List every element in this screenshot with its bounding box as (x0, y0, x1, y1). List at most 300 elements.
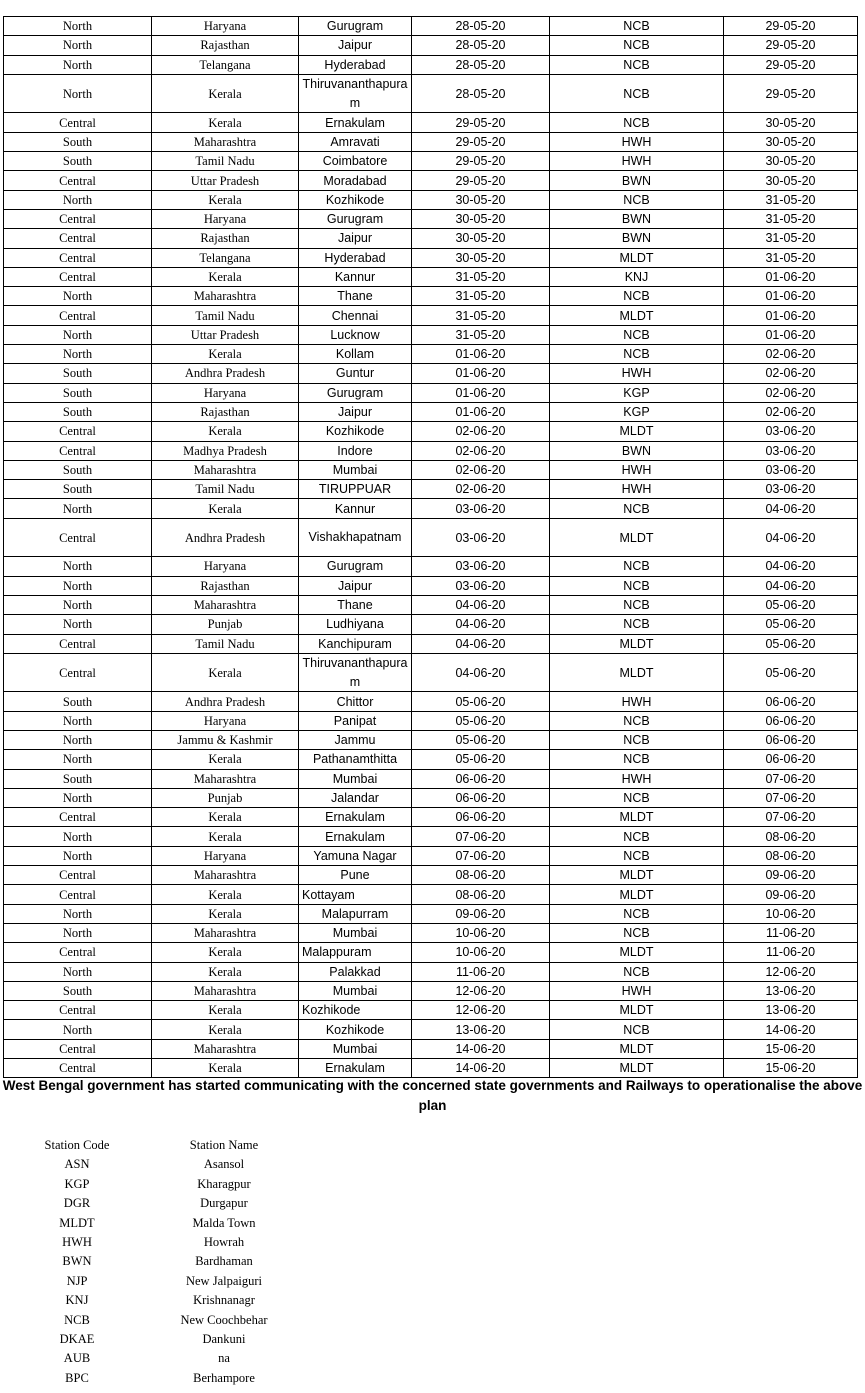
state-cell: Tamil Nadu (152, 306, 299, 325)
destination-cell: Thane (299, 287, 412, 306)
legend-header (22, 1136, 316, 1155)
arrival-date-cell: 31-05-20 (724, 209, 858, 228)
destination-cell: Jammu (299, 730, 412, 749)
schedule-row (4, 885, 858, 904)
zone-cell: North (4, 788, 152, 807)
arrival-date-cell: 06-06-20 (724, 730, 858, 749)
station-code-cell: HWH (550, 769, 724, 788)
departure-date-cell: 02-06-20 (412, 441, 550, 460)
state-cell: Kerala (152, 827, 299, 846)
schedule-row (4, 923, 858, 942)
zone-cell: North (4, 750, 152, 769)
zone-cell: Central (4, 518, 152, 557)
departure-date-cell: 28-05-20 (412, 55, 550, 74)
schedule-row (4, 190, 858, 209)
legend-code-cell: BPC (65, 1370, 89, 1385)
state-cell: Haryana (152, 846, 299, 865)
state-cell: Maharashtra (152, 866, 299, 885)
destination-cell: Thiruvananthapuram (299, 653, 412, 692)
legend-row (22, 1233, 316, 1252)
destination-cell: Malappuram (299, 943, 412, 962)
arrival-date-cell: 29-05-20 (724, 36, 858, 55)
legend-code-cell: NJP (66, 1273, 88, 1288)
departure-date-cell: 01-06-20 (412, 345, 550, 364)
state-cell: Andhra Pradesh (152, 692, 299, 711)
arrival-date-cell: 15-06-20 (724, 1059, 858, 1078)
station-code-cell: NCB (550, 730, 724, 749)
zone-cell: Central (4, 306, 152, 325)
station-code-cell: NCB (550, 557, 724, 576)
destination-cell: Mumbai (299, 1039, 412, 1058)
station-code-cell: MLDT (550, 943, 724, 962)
schedule-row (4, 1001, 858, 1020)
arrival-date-cell: 07-06-20 (724, 808, 858, 827)
arrival-date-cell: 14-06-20 (724, 1020, 858, 1039)
schedule-row (4, 866, 858, 885)
legend-code-cell: MLDT (59, 1215, 95, 1230)
zone-cell: South (4, 132, 152, 151)
station-code-cell: MLDT (550, 808, 724, 827)
zone-cell: North (4, 499, 152, 518)
destination-cell: Kozhikode (299, 1001, 412, 1020)
state-cell: Kerala (152, 943, 299, 962)
state-cell: Maharashtra (152, 923, 299, 942)
zone-cell: Central (4, 653, 152, 692)
station-code-cell: KNJ (550, 267, 724, 286)
schedule-row (4, 248, 858, 267)
arrival-date-cell: 10-06-20 (724, 904, 858, 923)
destination-cell: Kollam (299, 345, 412, 364)
destination-cell: Jalandar (299, 788, 412, 807)
station-name-header: Station Name (189, 1138, 259, 1152)
arrival-date-cell: 03-06-20 (724, 441, 858, 460)
train-schedule-table (3, 16, 858, 1078)
arrival-date-cell: 30-05-20 (724, 132, 858, 151)
destination-cell: Guntur (299, 364, 412, 383)
destination-cell: Mumbai (299, 769, 412, 788)
station-code-cell: BWN (550, 441, 724, 460)
zone-cell: North (4, 923, 152, 942)
station-code-cell: NCB (550, 711, 724, 730)
arrival-date-cell: 01-06-20 (724, 325, 858, 344)
departure-date-cell: 03-06-20 (412, 557, 550, 576)
schedule-row (4, 962, 858, 981)
legend-row (22, 1291, 316, 1310)
station-code-cell: NCB (550, 750, 724, 769)
legend-name-cell: New Coochbehar (180, 1312, 268, 1327)
departure-date-cell: 28-05-20 (412, 17, 550, 36)
arrival-date-cell: 05-06-20 (724, 595, 858, 614)
state-cell: Maharashtra (152, 981, 299, 1000)
schedule-row (4, 653, 858, 692)
departure-date-cell: 29-05-20 (412, 113, 550, 132)
departure-date-cell: 05-06-20 (412, 730, 550, 749)
arrival-date-cell: 03-06-20 (724, 480, 858, 499)
schedule-row (4, 383, 858, 402)
legend-row (22, 1369, 316, 1388)
station-code-cell: HWH (550, 152, 724, 171)
departure-date-cell: 09-06-20 (412, 904, 550, 923)
departure-date-cell: 08-06-20 (412, 885, 550, 904)
state-cell: Uttar Pradesh (152, 325, 299, 344)
zone-cell: North (4, 1020, 152, 1039)
zone-cell: North (4, 36, 152, 55)
arrival-date-cell: 02-06-20 (724, 364, 858, 383)
legend-code-cell: DKAE (59, 1332, 95, 1347)
state-cell: Rajasthan (152, 36, 299, 55)
legend-row (22, 1175, 316, 1194)
state-cell: Kerala (152, 1020, 299, 1039)
arrival-date-cell: 29-05-20 (724, 17, 858, 36)
departure-date-cell: 03-06-20 (412, 518, 550, 557)
station-code-cell: HWH (550, 480, 724, 499)
arrival-date-cell: 30-05-20 (724, 171, 858, 190)
legend-row (22, 1311, 316, 1330)
arrival-date-cell: 09-06-20 (724, 866, 858, 885)
schedule-row (4, 827, 858, 846)
schedule-row (4, 788, 858, 807)
destination-cell: Palakkad (299, 962, 412, 981)
schedule-row (4, 402, 858, 421)
station-code-cell: MLDT (550, 885, 724, 904)
state-cell: Kerala (152, 653, 299, 692)
station-code-cell: MLDT (550, 866, 724, 885)
state-cell: Maharashtra (152, 132, 299, 151)
zone-cell: South (4, 364, 152, 383)
zone-cell: Central (4, 885, 152, 904)
zone-cell: Central (4, 171, 152, 190)
departure-date-cell: 04-06-20 (412, 615, 550, 634)
zone-cell: North (4, 904, 152, 923)
legend-code-cell: AUB (63, 1351, 91, 1366)
arrival-date-cell: 09-06-20 (724, 885, 858, 904)
station-code-cell: NCB (550, 74, 724, 113)
state-cell: Telangana (152, 55, 299, 74)
zone-cell: North (4, 287, 152, 306)
schedule-row (4, 518, 858, 557)
destination-cell: Kozhikode (299, 422, 412, 441)
station-code-cell: MLDT (550, 1039, 724, 1058)
station-code-cell: MLDT (550, 518, 724, 557)
destination-cell: Kozhikode (299, 1020, 412, 1039)
legend-code-cell: DGR (63, 1196, 91, 1211)
departure-date-cell: 06-06-20 (412, 788, 550, 807)
legend-row (22, 1349, 316, 1368)
zone-cell: South (4, 402, 152, 421)
station-code-cell: BWN (550, 209, 724, 228)
destination-cell: Ernakulam (299, 808, 412, 827)
destination-cell: Ludhiyana (299, 615, 412, 634)
destination-cell: Mumbai (299, 923, 412, 942)
legend-name-cell: Durgapur (200, 1196, 248, 1211)
schedule-row (4, 904, 858, 923)
destination-cell: Gurugram (299, 17, 412, 36)
state-cell: Rajasthan (152, 576, 299, 595)
departure-date-cell: 11-06-20 (412, 962, 550, 981)
station-code-cell: NCB (550, 923, 724, 942)
station-code-cell: KGP (550, 383, 724, 402)
destination-cell: Lucknow (299, 325, 412, 344)
station-code-cell: MLDT (550, 422, 724, 441)
state-cell: Kerala (152, 190, 299, 209)
departure-date-cell: 31-05-20 (412, 267, 550, 286)
destination-cell: Jaipur (299, 402, 412, 421)
state-cell: Kerala (152, 267, 299, 286)
station-code-cell: BWN (550, 171, 724, 190)
arrival-date-cell: 11-06-20 (724, 923, 858, 942)
legend-name-cell: Krishnanagr (193, 1293, 255, 1308)
schedule-row (4, 846, 858, 865)
destination-cell: Chennai (299, 306, 412, 325)
destination-cell: Vishakhapatnam (299, 518, 412, 557)
station-code-cell: NCB (550, 190, 724, 209)
schedule-row (4, 36, 858, 55)
schedule-row (4, 499, 858, 518)
arrival-date-cell: 31-05-20 (724, 248, 858, 267)
state-cell: Kerala (152, 1001, 299, 1020)
station-code-cell: NCB (550, 576, 724, 595)
state-cell: Kerala (152, 962, 299, 981)
destination-cell: Coimbatore (299, 152, 412, 171)
arrival-date-cell: 15-06-20 (724, 1039, 858, 1058)
station-code-cell: NCB (550, 55, 724, 74)
legend-body (22, 1136, 316, 1388)
departure-date-cell: 14-06-20 (412, 1059, 550, 1078)
destination-cell: Gurugram (299, 209, 412, 228)
schedule-row (4, 17, 858, 36)
schedule-row (4, 576, 858, 595)
arrival-date-cell: 31-05-20 (724, 229, 858, 248)
departure-date-cell: 01-06-20 (412, 383, 550, 402)
schedule-row (4, 74, 858, 113)
state-cell: Kerala (152, 422, 299, 441)
schedule-row (4, 711, 858, 730)
legend-name-cell: Dankuni (202, 1332, 246, 1347)
departure-date-cell: 13-06-20 (412, 1020, 550, 1039)
departure-date-cell: 28-05-20 (412, 36, 550, 55)
schedule-row (4, 1020, 858, 1039)
legend-name-cell: Howrah (203, 1235, 245, 1250)
arrival-date-cell: 02-06-20 (724, 345, 858, 364)
arrival-date-cell: 08-06-20 (724, 827, 858, 846)
station-code-cell: NCB (550, 325, 724, 344)
state-cell: Kerala (152, 808, 299, 827)
schedule-row (4, 808, 858, 827)
state-cell: Tamil Nadu (152, 480, 299, 499)
zone-cell: South (4, 383, 152, 402)
station-code-cell: NCB (550, 499, 724, 518)
state-cell: Kerala (152, 345, 299, 364)
departure-date-cell: 31-05-20 (412, 287, 550, 306)
station-code-cell: NCB (550, 788, 724, 807)
station-code-header: Station Code (44, 1138, 110, 1152)
legend-name-cell: Berhampore (193, 1370, 255, 1385)
legend-code-cell: KGP (64, 1176, 90, 1191)
destination-cell: Amravati (299, 132, 412, 151)
departure-date-cell: 01-06-20 (412, 402, 550, 421)
station-code-cell: NCB (550, 36, 724, 55)
state-cell: Uttar Pradesh (152, 171, 299, 190)
zone-cell: Central (4, 866, 152, 885)
legend-row (22, 1194, 316, 1213)
state-cell: Maharashtra (152, 595, 299, 614)
arrival-date-cell: 04-06-20 (724, 518, 858, 557)
arrival-date-cell: 13-06-20 (724, 981, 858, 1000)
schedule-row (4, 595, 858, 614)
destination-cell: Pathanamthitta (299, 750, 412, 769)
destination-cell: TIRUPPUAR (299, 480, 412, 499)
destination-cell: Gurugram (299, 557, 412, 576)
departure-date-cell: 05-06-20 (412, 750, 550, 769)
state-cell: Kerala (152, 1059, 299, 1078)
departure-date-cell: 12-06-20 (412, 981, 550, 1000)
station-code-cell: HWH (550, 132, 724, 151)
arrival-date-cell: 01-06-20 (724, 287, 858, 306)
schedule-row (4, 229, 858, 248)
zone-cell: Central (4, 248, 152, 267)
station-code-cell: NCB (550, 113, 724, 132)
legend-name-cell: Malda Town (192, 1215, 256, 1230)
arrival-date-cell: 02-06-20 (724, 383, 858, 402)
zone-cell: Central (4, 1039, 152, 1058)
arrival-date-cell: 03-06-20 (724, 460, 858, 479)
zone-cell: Central (4, 1059, 152, 1078)
arrival-date-cell: 06-06-20 (724, 750, 858, 769)
schedule-row (4, 287, 858, 306)
destination-cell: Jaipur (299, 229, 412, 248)
legend-row (22, 1252, 316, 1271)
arrival-date-cell: 07-06-20 (724, 769, 858, 788)
state-cell: Kerala (152, 750, 299, 769)
zone-cell: South (4, 769, 152, 788)
legend-code-cell: KNJ (65, 1293, 89, 1308)
arrival-date-cell: 11-06-20 (724, 943, 858, 962)
schedule-row (4, 943, 858, 962)
departure-date-cell: 01-06-20 (412, 364, 550, 383)
station-code-cell: NCB (550, 1020, 724, 1039)
station-code-cell: HWH (550, 364, 724, 383)
legend-row (22, 1330, 316, 1349)
destination-cell: Kozhikode (299, 190, 412, 209)
state-cell: Haryana (152, 711, 299, 730)
zone-cell: Central (4, 441, 152, 460)
station-code-cell: NCB (550, 904, 724, 923)
arrival-date-cell: 05-06-20 (724, 615, 858, 634)
arrival-date-cell: 02-06-20 (724, 402, 858, 421)
destination-cell: Hyderabad (299, 248, 412, 267)
arrival-date-cell: 13-06-20 (724, 1001, 858, 1020)
station-code-cell: NCB (550, 962, 724, 981)
station-code-cell: NCB (550, 595, 724, 614)
arrival-date-cell: 08-06-20 (724, 846, 858, 865)
departure-date-cell: 04-06-20 (412, 653, 550, 692)
schedule-row (4, 730, 858, 749)
departure-date-cell: 02-06-20 (412, 422, 550, 441)
destination-cell: Ernakulam (299, 1059, 412, 1078)
zone-cell: North (4, 325, 152, 344)
arrival-date-cell: 07-06-20 (724, 788, 858, 807)
state-cell: Haryana (152, 383, 299, 402)
arrival-date-cell: 05-06-20 (724, 634, 858, 653)
station-code-cell: MLDT (550, 306, 724, 325)
station-code-cell: NCB (550, 287, 724, 306)
schedule-row (4, 132, 858, 151)
destination-cell: Thiruvananthapuram (299, 74, 412, 113)
schedule-row (4, 769, 858, 788)
arrival-date-cell: 04-06-20 (724, 499, 858, 518)
announcement-note: West Bengal government has started communicating with the concerned state governments and Railways to operationalise the above plan (2, 1078, 863, 1113)
schedule-row (4, 441, 858, 460)
state-cell: Maharashtra (152, 287, 299, 306)
state-cell: Telangana (152, 248, 299, 267)
legend-row (22, 1155, 316, 1174)
schedule-body (4, 17, 858, 1078)
departure-date-cell: 31-05-20 (412, 325, 550, 344)
schedule-row (4, 364, 858, 383)
arrival-date-cell: 06-06-20 (724, 711, 858, 730)
zone-cell: Central (4, 209, 152, 228)
departure-date-cell: 30-05-20 (412, 190, 550, 209)
zone-cell: North (4, 615, 152, 634)
departure-date-cell: 02-06-20 (412, 480, 550, 499)
zone-cell: Central (4, 267, 152, 286)
arrival-date-cell: 04-06-20 (724, 557, 858, 576)
arrival-date-cell: 31-05-20 (724, 190, 858, 209)
legend-name-cell: Bardhaman (195, 1254, 253, 1269)
schedule-row (4, 1059, 858, 1078)
destination-cell: Kottayam (299, 885, 412, 904)
zone-cell: Central (4, 634, 152, 653)
destination-cell: Chittor (299, 692, 412, 711)
station-code-cell: NCB (550, 17, 724, 36)
departure-date-cell: 31-05-20 (412, 306, 550, 325)
zone-cell: South (4, 460, 152, 479)
zone-cell: Central (4, 1001, 152, 1020)
station-code-cell: HWH (550, 692, 724, 711)
arrival-date-cell: 03-06-20 (724, 422, 858, 441)
destination-cell: Kannur (299, 499, 412, 518)
state-cell: Andhra Pradesh (152, 518, 299, 557)
legend-name-cell: New Jalpaiguri (185, 1273, 263, 1288)
legend-row (22, 1214, 316, 1233)
state-cell: Rajasthan (152, 229, 299, 248)
zone-cell: Central (4, 113, 152, 132)
state-cell: Andhra Pradesh (152, 364, 299, 383)
state-cell: Kerala (152, 885, 299, 904)
schedule-row (4, 306, 858, 325)
state-cell: Tamil Nadu (152, 152, 299, 171)
zone-cell: North (4, 576, 152, 595)
destination-cell: Thane (299, 595, 412, 614)
zone-cell: North (4, 711, 152, 730)
zone-cell: Central (4, 943, 152, 962)
state-cell: Kerala (152, 113, 299, 132)
departure-date-cell: 10-06-20 (412, 923, 550, 942)
departure-date-cell: 05-06-20 (412, 692, 550, 711)
state-cell: Maharashtra (152, 460, 299, 479)
destination-cell: Kanchipuram (299, 634, 412, 653)
destination-cell: Pune (299, 866, 412, 885)
state-cell: Haryana (152, 209, 299, 228)
schedule-row (4, 634, 858, 653)
arrival-date-cell: 04-06-20 (724, 576, 858, 595)
departure-date-cell: 12-06-20 (412, 1001, 550, 1020)
destination-cell: Jaipur (299, 36, 412, 55)
destination-cell: Ernakulam (299, 827, 412, 846)
departure-date-cell: 06-06-20 (412, 808, 550, 827)
zone-cell: North (4, 730, 152, 749)
zone-cell: North (4, 846, 152, 865)
